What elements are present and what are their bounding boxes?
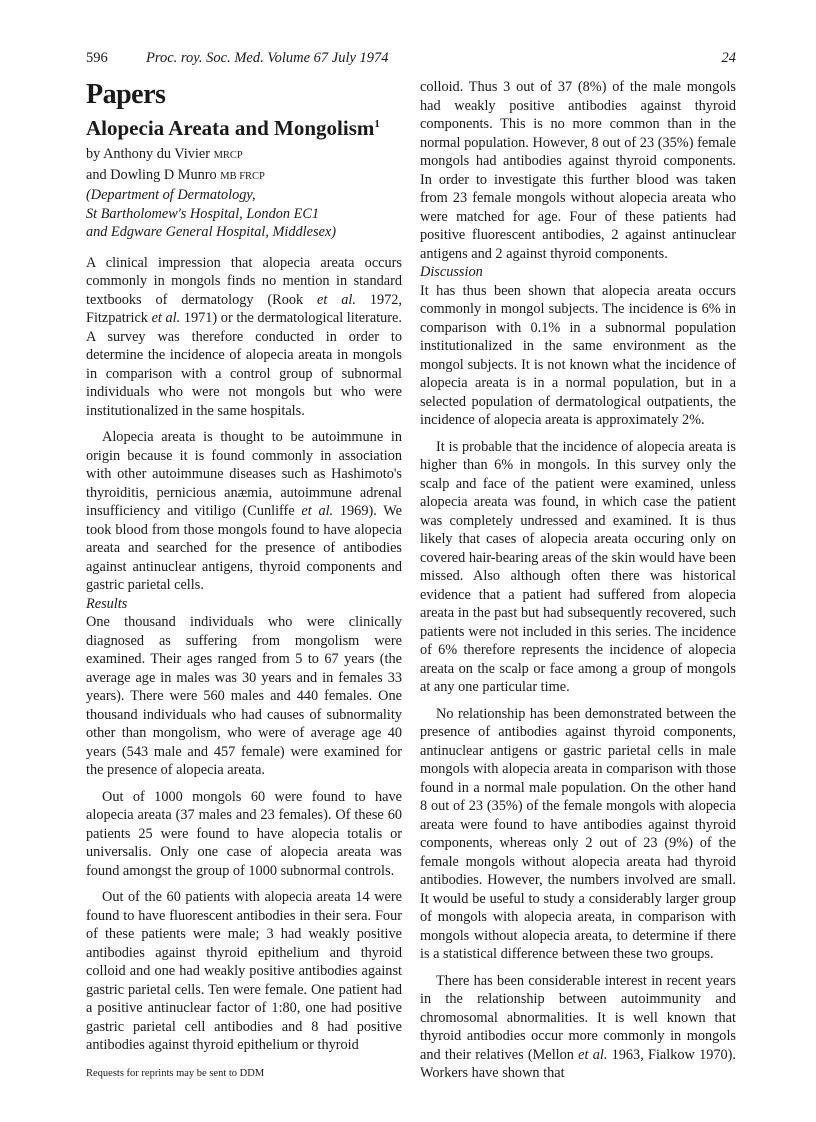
author-2-name: and Dowling D Munro	[86, 166, 217, 183]
results-heading: Results	[86, 595, 128, 612]
intro-paragraph-2: Alopecia areata is thought to be autoimmune in origin because it is found commonly in association with other autoimmune diseases such as Hashimoto's thyroiditis, pernicious anæmia, autoimmune adrenal insufficiency and vitiligo (Cunliffe et al. 1969). We took blood from those mongols found to have alopecia areata and searched for the presence of antibodies against antinuclear antigens, thyroid components and gastric parietal cells.	[86, 429, 402, 593]
section-title: Papers	[86, 79, 166, 110]
discussion-paragraph-1: It has thus been shown that alopecia areata occurs commonly in mongol subjects. The incidence is 6% in comparison with 0.1% in a subnormal population institutionalized in the same environment as the mongol subjects. It is not known what the incidence of alopecia areata is in a normal population, but in a selected population of dermatological outpatients, the incidence of alopecia areata is approximately 2%.	[420, 282, 736, 428]
author-1-name: by Anthony du Vivier	[86, 146, 210, 162]
results-paragraph-3-continued: colloid. Thus 3 out of 37 (8%) of the male mongols had weakly positive antibodies against thyroid components. This is no more common than in the normal population. However, 8 out of 23 (35%) female mongols had antibodies against thyroid components. In order to investigate this further blood was taken from 23 female mongols without alopecia areata who were matched for age. Four of these patients had positive fluorescent antibodies, 2 against antinuclear antigens and 2 against thyroid components.	[420, 79, 736, 262]
author-2-qualification: MB FRCP	[220, 170, 265, 182]
affiliation-line-2: St Bartholomew's Hospital, London EC1	[86, 205, 320, 222]
author-1	[86, 145, 402, 166]
discussion-paragraph-3: No relationship has been demonstrated between the presence of antibodies against thyroid components, antinuclear antigens or gastric parietal cells in male mongols with alopecia areata in comparison with those found in a normal male population. On the other hand 8 out of 23 (35%) of the female mongols with alopecia areata were found to have antibodies against thyroid components, whereas only 2 out of 23 (9%) of the female mongols without alopecia areata had thyroid antibodies. However, the numbers involved are small. It would be useful to study a considerably larger group of mongols with alopecia areata, in comparison with mongols without alopecia areata, to determine if there is a statistical difference between these two groups.	[420, 705, 736, 962]
discussion-paragraph-4: There has been considerable interest in recent years in the relationship between autoimmunity and chromosomal abnormalities. It is well known that thyroid antibodies occur more commonly in mongols and their relatives (Mellon et al. 1963, Fialkow 1970). Workers have shown that	[420, 972, 736, 1081]
author-2	[86, 166, 402, 187]
results-paragraph-3: Out of the 60 patients with alopecia areata 14 were found to have fluorescent antibodies in their sera. Four of these patients were male; 3 had weakly positive antibodies against thyroid epithelium and thyroid colloid and one had weakly positive antibodies against gastric parietal cells. Ten were female. One patient had a positive antinuclear factor of 1:80, one had positive gastric parietal cell antibodies and 8 had positive antibodies against thyroid epithelium or thyroid	[86, 889, 402, 1053]
discussion-heading: Discussion	[420, 264, 483, 280]
article-title	[86, 115, 402, 138]
right-column	[420, 78, 736, 1083]
results-paragraph-1: One thousand individuals who were clinically diagnosed as suffering from mongolism were examined. Their ages ranged from 5 to 67 years (the average age in males was 30 years and in females 33 years). There were 560 males and 440 females. One thousand individuals who had causes of subnormality other than mongolism, who were of average age 40 years (543 male and 457 female) were examined for the presence of alopecia areata.	[86, 614, 402, 778]
page-number: 596	[86, 50, 108, 66]
title-footnote-mark: 1	[374, 117, 380, 130]
reprint-footnote: Requests for reprints may be sent to DDM	[86, 1068, 265, 1079]
intro-paragraph-1: A clinical impression that alopecia areata occurs commonly in mongols finds no mention in standard textbooks of dermatology (Rook et al. 1972, Fitzpatrick et al. 1971) or the dermatological literature. A survey was therefore conducted in order to determine the incidence of alopecia areata in mongols in comparison with a control group of subnormal individuals who were not mongols but who were institutionalized in the same hospitals.	[86, 254, 403, 419]
journal-citation: Proc. roy. Soc. Med. Volume 67 July 1974	[146, 50, 389, 66]
article-title-text: Alopecia Areata and Mongolism	[86, 115, 375, 140]
affiliation-line-3: and Edgware General Hospital, Middlesex)	[86, 224, 337, 240]
issue-number: 24	[721, 50, 736, 66]
affiliation-line-1: (Department of Dermatology,	[86, 187, 256, 203]
author-block	[86, 145, 402, 242]
discussion-paragraph-2: It is probable that the incidence of alopecia areata is higher than 6% in mongols. In this survey only the scalp and face of the patient were examined, unless alopecia areata was found, in which case the patient was completely undressed and examined. It is thus likely that cases of alopecia areata occuring only on covered hair-bearing areas of the skin would have been missed. Also although often there was historical evidence that a patient had suffered from alopecia areata in the past but had subsequently recovered, such patients were not included in this series. The incidence of 6% therefore represents the incidence of alopecia areata on the scalp or face among a group of mongols at any one particular time.	[420, 438, 736, 695]
left-column	[86, 79, 403, 1055]
author-1-qualification: MRCP	[213, 150, 243, 161]
running-header	[86, 50, 736, 72]
results-paragraph-2: Out of 1000 mongols 60 were found to have alopecia areata (37 males and 23 females). Of these 60 patients 25 were found to have alopecia totalis or universalis. Only one case of alopecia areata was found amongst the group of 1000 subnormal controls.	[86, 788, 402, 879]
